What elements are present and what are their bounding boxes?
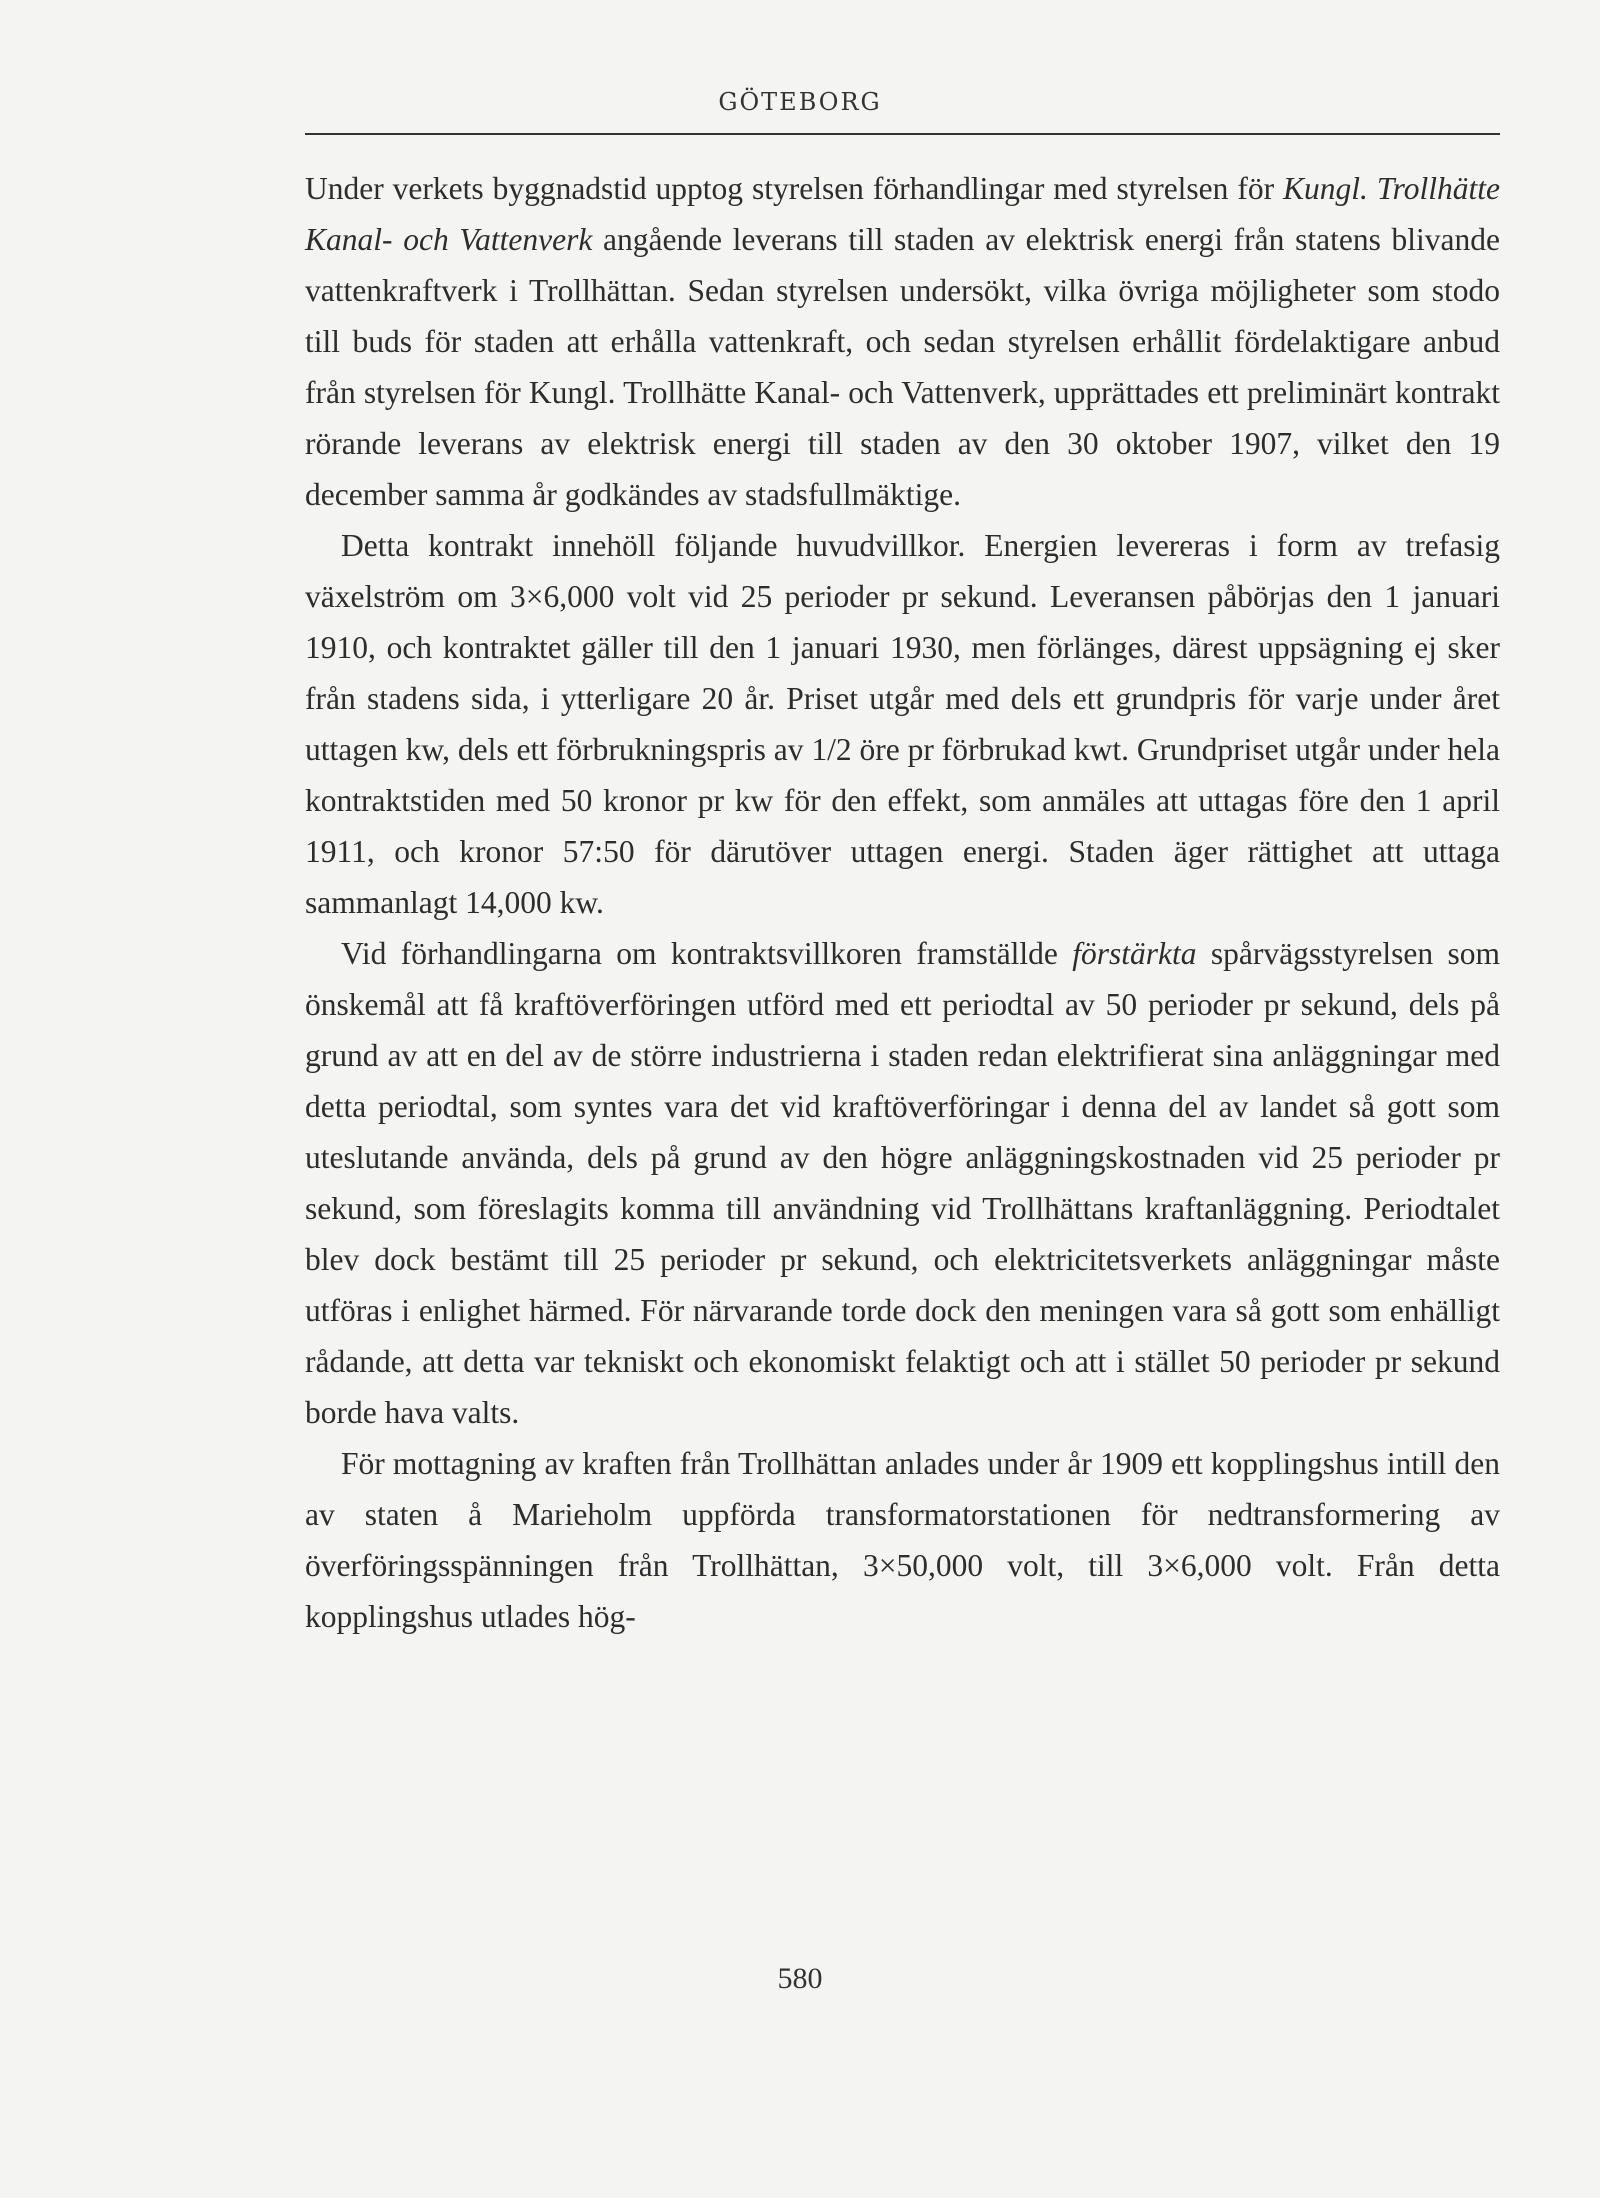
- paragraph-2: Detta kontrakt innehöll följande huvudvillkor. Energien levereras i form av trefasig växelström om 3×6,000 volt vid 25 perioder pr sekund. Leveransen påbörjas den 1 januari 1910, och kontraktet gäller till den 1 januari 1930, men förlänges, därest uppsägning ej sker från stadens sida, i ytterligare 20 år. Priset utgår med dels ett grundpris för varje under året uttagen kw, dels ett förbrukningspris av 1/2 öre pr förbrukad kwt. Grundpriset utgår under hela kontraktstiden med 50 kronor pr kw för den effekt, som anmäles att uttagas före den 1 april 1911, och kronor 57:50 för därutöver uttagen energi. Staden äger rättighet att uttaga sammanlagt 14,000 kw.: [305, 528, 1500, 920]
- paragraph-4: För mottagning av kraften från Trollhättan anlades under år 1909 ett kopplingshus intill den av staten å Marieholm uppförda transformatorstationen för nedtransformering av överföringsspänningen från Trollhättan, 3×50,000 volt, till 3×6,000 volt. Från detta kopplingshus utlades hög-: [305, 1446, 1500, 1634]
- paragraph-1-text-b: angående leverans till staden av elektrisk energi från statens blivande vattenkraftverk i Trollhättan. Sedan styrelsen undersökt, vilka övriga möjligheter som stodo till buds för staden att erhålla vattenkraft, och sedan styrelsen erhållit fördelaktigare anbud från styrelsen för Kungl. Trollhätte Kanal- och Vattenverk, upprättades ett preliminärt kontrakt rörande leverans av elektrisk energi till staden av den 30 oktober 1907, vilket den 19 december samma år godkändes av stadsfullmäktige.: [305, 222, 1501, 512]
- paragraph-1-text-a: Under verkets byggnadstid upptog styrelsen förhandlingar med styrelsen för: [305, 171, 1284, 206]
- page-number: 580: [777, 1962, 823, 1995]
- paragraph-3-text-b: spårvägsstyrelsen som önskemål att få kraftöverföringen utförd med ett periodtal av 50 perioder pr sekund, dels på grund av att en del av de större industrierna i staden redan elektrifierat sina anläggningar med detta periodtal, som syntes vara det vid kraftöverföringar i denna del av landet så gott som uteslutande använda, dels på grund av den högre anläggningskostnaden vid 25 perioder pr sekund, som föreslagits komma till användning vid Trollhättans kraftanläggning. Periodtalet blev dock bestämt till 25 perioder pr sekund, och elektricitetsverkets anläggningar måste utföras i enlighet härmed. För närvarande torde dock den meningen vara så gott som enhälligt rådande, att detta var tekniskt och ekonomiskt felaktigt och att i stället 50 perioder pr sekund borde hava valts.: [305, 936, 1500, 1430]
- paragraph-1-italic: Kungl. Trollhätte Kanal- och Vattenverk: [305, 171, 1500, 257]
- body-text: [305, 163, 1500, 1642]
- header-rule: [305, 133, 1500, 135]
- paragraph-1: [305, 163, 1500, 520]
- paragraph-3: [305, 928, 1500, 1438]
- paragraph-3-text-a: Vid förhandlingarna om kontraktsvillkoren framställde: [341, 936, 1073, 971]
- running-header: GÖTEBORG: [718, 88, 882, 116]
- paragraph-3-italic: förstärkta: [1072, 936, 1197, 971]
